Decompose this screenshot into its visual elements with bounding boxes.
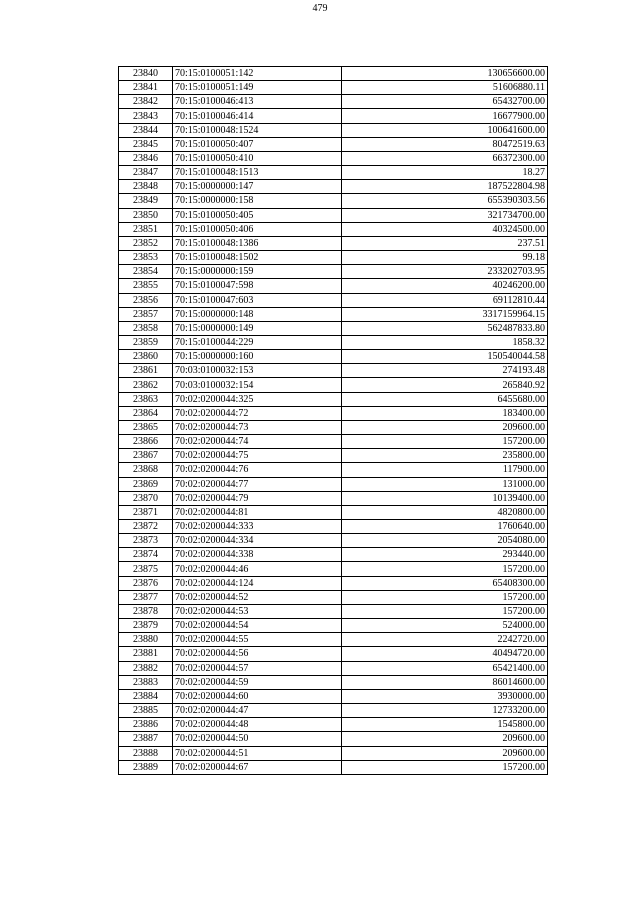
cadastral-number-cell: 70:15:0100047:603: [173, 293, 342, 307]
table-row: [119, 95, 548, 109]
table-row: [119, 449, 548, 463]
table-row: [119, 732, 548, 746]
cadastral-number-cell: 70:02:0200044:325: [173, 392, 342, 406]
table-row: [119, 392, 548, 406]
cadastral-number-cell: 70:02:0200044:74: [173, 435, 342, 449]
table-row: [119, 505, 548, 519]
cadastral-number-cell: 70:15:0000000:160: [173, 350, 342, 364]
row-number-cell: 23886: [119, 718, 173, 732]
row-number-cell: 23858: [119, 321, 173, 335]
value-cell: 1545800.00: [342, 718, 548, 732]
row-number-cell: 23851: [119, 222, 173, 236]
value-cell: 65408300.00: [342, 576, 548, 590]
value-cell: 1858.32: [342, 335, 548, 349]
table-row: [119, 548, 548, 562]
value-cell: 16677900.00: [342, 109, 548, 123]
cadastral-number-cell: 70:15:0100051:149: [173, 81, 342, 95]
row-number-cell: 23850: [119, 208, 173, 222]
row-number-cell: 23874: [119, 548, 173, 562]
table-row: [119, 180, 548, 194]
value-cell: 265840.92: [342, 378, 548, 392]
value-cell: 209600.00: [342, 420, 548, 434]
table-row: [119, 704, 548, 718]
table-row: [119, 647, 548, 661]
value-cell: 157200.00: [342, 435, 548, 449]
table-row: [119, 137, 548, 151]
value-cell: 69112810.44: [342, 293, 548, 307]
value-cell: 130656600.00: [342, 67, 548, 81]
value-cell: 40494720.00: [342, 647, 548, 661]
table-row: [119, 208, 548, 222]
value-cell: 293440.00: [342, 548, 548, 562]
table-row: [119, 619, 548, 633]
cadastral-number-cell: 70:15:0100048:1524: [173, 123, 342, 137]
row-number-cell: 23887: [119, 732, 173, 746]
table-row: [119, 293, 548, 307]
table-row: [119, 307, 548, 321]
table-row: [119, 633, 548, 647]
row-number-cell: 23855: [119, 279, 173, 293]
row-number-cell: 23849: [119, 194, 173, 208]
row-number-cell: 23840: [119, 67, 173, 81]
cadastral-number-cell: 70:02:0200044:52: [173, 590, 342, 604]
table-row: [119, 166, 548, 180]
cadastral-number-cell: 70:15:0100048:1502: [173, 251, 342, 265]
table-row: [119, 661, 548, 675]
row-number-cell: 23866: [119, 435, 173, 449]
row-number-cell: 23884: [119, 689, 173, 703]
table-row: [119, 222, 548, 236]
cadastral-number-cell: 70:02:0200044:47: [173, 704, 342, 718]
cadastral-number-cell: 70:02:0200044:50: [173, 732, 342, 746]
table-row: [119, 279, 548, 293]
table-row: [119, 123, 548, 137]
cadastral-number-cell: 70:15:0000000:158: [173, 194, 342, 208]
cadastral-number-cell: 70:15:0000000:149: [173, 321, 342, 335]
value-cell: 183400.00: [342, 406, 548, 420]
row-number-cell: 23847: [119, 166, 173, 180]
value-cell: 562487833.80: [342, 321, 548, 335]
row-number-cell: 23875: [119, 562, 173, 576]
cadastral-number-cell: 70:02:0200044:53: [173, 604, 342, 618]
value-cell: 10139400.00: [342, 491, 548, 505]
value-cell: 237.51: [342, 236, 548, 250]
row-number-cell: 23870: [119, 491, 173, 505]
cadastral-number-cell: 70:02:0200044:56: [173, 647, 342, 661]
row-number-cell: 23871: [119, 505, 173, 519]
row-number-cell: 23876: [119, 576, 173, 590]
row-number-cell: 23889: [119, 760, 173, 774]
row-number-cell: 23882: [119, 661, 173, 675]
cadastral-number-cell: 70:02:0200044:72: [173, 406, 342, 420]
row-number-cell: 23852: [119, 236, 173, 250]
table-row: [119, 520, 548, 534]
row-number-cell: 23859: [119, 335, 173, 349]
cadastral-number-cell: 70:02:0200044:77: [173, 477, 342, 491]
value-cell: 66372300.00: [342, 151, 548, 165]
cadastral-number-cell: 70:02:0200044:79: [173, 491, 342, 505]
value-cell: 274193.48: [342, 364, 548, 378]
page-number: 479: [312, 3, 328, 14]
cadastral-number-cell: 70:03:0100032:154: [173, 378, 342, 392]
row-number-cell: 23845: [119, 137, 173, 151]
table-row: [119, 194, 548, 208]
table-row: [119, 251, 548, 265]
value-cell: 86014600.00: [342, 675, 548, 689]
value-cell: 524000.00: [342, 619, 548, 633]
value-cell: 2242720.00: [342, 633, 548, 647]
value-cell: 100641600.00: [342, 123, 548, 137]
cadastral-number-cell: 70:02:0200044:124: [173, 576, 342, 590]
value-cell: 51606880.11: [342, 81, 548, 95]
value-cell: 80472519.63: [342, 137, 548, 151]
row-number-cell: 23881: [119, 647, 173, 661]
cadastral-number-cell: 70:02:0200044:55: [173, 633, 342, 647]
row-number-cell: 23862: [119, 378, 173, 392]
value-cell: 157200.00: [342, 604, 548, 618]
table-row: [119, 350, 548, 364]
row-number-cell: 23842: [119, 95, 173, 109]
row-number-cell: 23857: [119, 307, 173, 321]
value-cell: 131000.00: [342, 477, 548, 491]
cadastral-number-cell: 70:15:0000000:147: [173, 180, 342, 194]
value-cell: 157200.00: [342, 760, 548, 774]
table-row: [119, 675, 548, 689]
table-row: [119, 335, 548, 349]
cadastral-number-cell: 70:15:0100050:407: [173, 137, 342, 151]
cadastral-number-cell: 70:02:0200044:67: [173, 760, 342, 774]
cadastral-number-cell: 70:03:0100032:153: [173, 364, 342, 378]
value-cell: 1760640.00: [342, 520, 548, 534]
value-cell: 235800.00: [342, 449, 548, 463]
table-row: [119, 463, 548, 477]
value-cell: 117900.00: [342, 463, 548, 477]
value-cell: 6455680.00: [342, 392, 548, 406]
table-row: [119, 378, 548, 392]
table-row: [119, 746, 548, 760]
row-number-cell: 23864: [119, 406, 173, 420]
value-cell: 157200.00: [342, 590, 548, 604]
value-cell: 65421400.00: [342, 661, 548, 675]
row-number-cell: 23841: [119, 81, 173, 95]
cadastral-number-cell: 70:15:0100047:598: [173, 279, 342, 293]
cadastral-number-cell: 70:02:0200044:338: [173, 548, 342, 562]
cadastral-number-cell: 70:02:0200044:46: [173, 562, 342, 576]
table-row: [119, 689, 548, 703]
cadastral-number-cell: 70:15:0100050:410: [173, 151, 342, 165]
row-number-cell: 23873: [119, 534, 173, 548]
value-cell: 157200.00: [342, 562, 548, 576]
table-row: [119, 534, 548, 548]
value-cell: 4820800.00: [342, 505, 548, 519]
table-row: [119, 67, 548, 81]
row-number-cell: 23848: [119, 180, 173, 194]
row-number-cell: 23877: [119, 590, 173, 604]
cadastral-number-cell: 70:15:0100051:142: [173, 67, 342, 81]
row-number-cell: 23854: [119, 265, 173, 279]
cadastral-number-cell: 70:15:0100048:1513: [173, 166, 342, 180]
cadastral-number-cell: 70:02:0200044:333: [173, 520, 342, 534]
table-row: [119, 491, 548, 505]
row-number-cell: 23878: [119, 604, 173, 618]
row-number-cell: 23846: [119, 151, 173, 165]
value-cell: 12733200.00: [342, 704, 548, 718]
table-row: [119, 151, 548, 165]
table-row: [119, 406, 548, 420]
cadastral-number-cell: 70:15:0100050:406: [173, 222, 342, 236]
cadastral-number-cell: 70:02:0200044:48: [173, 718, 342, 732]
row-number-cell: 23868: [119, 463, 173, 477]
cadastral-number-cell: 70:02:0200044:81: [173, 505, 342, 519]
row-number-cell: 23861: [119, 364, 173, 378]
cadastral-number-cell: 70:02:0200044:60: [173, 689, 342, 703]
row-number-cell: 23867: [119, 449, 173, 463]
value-cell: 233202703.95: [342, 265, 548, 279]
cadastral-number-cell: 70:02:0200044:57: [173, 661, 342, 675]
cadastral-number-cell: 70:15:0100046:414: [173, 109, 342, 123]
cadastral-number-cell: 70:02:0200044:59: [173, 675, 342, 689]
value-cell: 2054080.00: [342, 534, 548, 548]
cadastral-number-cell: 70:15:0000000:159: [173, 265, 342, 279]
row-number-cell: 23865: [119, 420, 173, 434]
table-row: [119, 420, 548, 434]
row-number-cell: 23888: [119, 746, 173, 760]
table-row: [119, 590, 548, 604]
row-number-cell: 23880: [119, 633, 173, 647]
table-row: [119, 562, 548, 576]
value-cell: 321734700.00: [342, 208, 548, 222]
cadastral-number-cell: 70:02:0200044:54: [173, 619, 342, 633]
row-number-cell: 23853: [119, 251, 173, 265]
cadastral-number-cell: 70:02:0200044:73: [173, 420, 342, 434]
table-row: [119, 81, 548, 95]
data-table: [118, 66, 548, 775]
table-body: [119, 67, 548, 775]
cadastral-number-cell: 70:15:0100046:413: [173, 95, 342, 109]
value-cell: 3317159964.15: [342, 307, 548, 321]
cadastral-number-cell: 70:02:0200044:51: [173, 746, 342, 760]
table-row: [119, 435, 548, 449]
table-row: [119, 718, 548, 732]
row-number-cell: 23885: [119, 704, 173, 718]
value-cell: 150540044.58: [342, 350, 548, 364]
table-row: [119, 576, 548, 590]
table-row: [119, 265, 548, 279]
table-row: [119, 760, 548, 774]
cadastral-number-cell: 70:02:0200044:76: [173, 463, 342, 477]
table-row: [119, 109, 548, 123]
cadastral-number-cell: 70:02:0200044:334: [173, 534, 342, 548]
row-number-cell: 23869: [119, 477, 173, 491]
table-row: [119, 364, 548, 378]
row-number-cell: 23844: [119, 123, 173, 137]
value-cell: 40246200.00: [342, 279, 548, 293]
value-cell: 99.18: [342, 251, 548, 265]
table-row: [119, 477, 548, 491]
row-number-cell: 23843: [119, 109, 173, 123]
value-cell: 209600.00: [342, 732, 548, 746]
value-cell: 655390303.56: [342, 194, 548, 208]
row-number-cell: 23863: [119, 392, 173, 406]
row-number-cell: 23856: [119, 293, 173, 307]
table-row: [119, 604, 548, 618]
value-cell: 3930000.00: [342, 689, 548, 703]
cadastral-number-cell: 70:15:0100048:1386: [173, 236, 342, 250]
row-number-cell: 23860: [119, 350, 173, 364]
row-number-cell: 23872: [119, 520, 173, 534]
table-row: [119, 236, 548, 250]
cadastral-number-cell: 70:15:0100050:405: [173, 208, 342, 222]
value-cell: 65432700.00: [342, 95, 548, 109]
value-cell: 209600.00: [342, 746, 548, 760]
cadastral-number-cell: 70:15:0100044:229: [173, 335, 342, 349]
value-cell: 40324500.00: [342, 222, 548, 236]
cadastral-number-cell: 70:15:0000000:148: [173, 307, 342, 321]
row-number-cell: 23879: [119, 619, 173, 633]
value-cell: 18.27: [342, 166, 548, 180]
row-number-cell: 23883: [119, 675, 173, 689]
value-cell: 187522804.98: [342, 180, 548, 194]
table-row: [119, 321, 548, 335]
cadastral-number-cell: 70:02:0200044:75: [173, 449, 342, 463]
